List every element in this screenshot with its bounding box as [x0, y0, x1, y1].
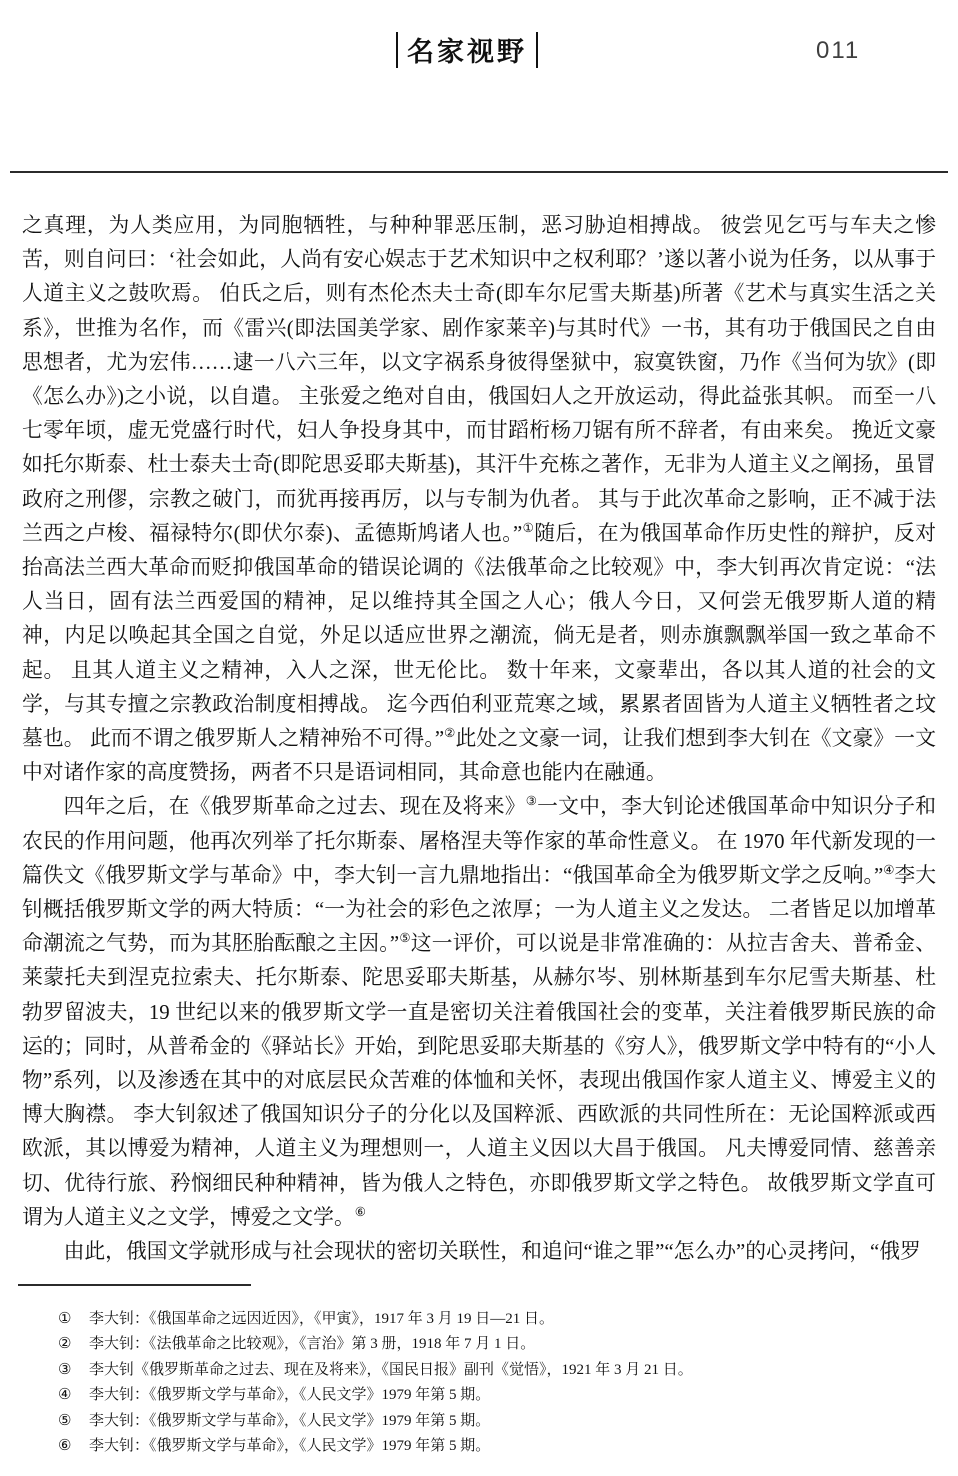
footnote-marker: ③	[58, 1361, 72, 1378]
footnote-marker: ②	[58, 1336, 72, 1353]
footnote-text: 李大钊：《俄罗斯文学与革命》，《人民文学》1979 年第 5 期。	[89, 1412, 491, 1429]
footnote-text: 李大钊：《俄罗斯文学与革命》，《人民文学》1979 年第 5 期。	[89, 1387, 491, 1404]
paragraph: 由此，俄国文学就形成与社会现状的密切关联性，和追问“谁之罪”“怎么办”的心灵拷问，“俄罗	[63, 1240, 921, 1264]
footnote-ref: ④	[883, 862, 895, 877]
footnote-text: 李大钊：《俄国革命之远因近因》，《甲寅》，1917 年 3 月 19 日—21 日。	[89, 1311, 555, 1327]
footnote-ref: ①	[522, 520, 535, 535]
header-rule	[10, 171, 948, 173]
footnote-ref: ⑥	[354, 1204, 366, 1219]
footnote-marker: ⑥	[58, 1438, 72, 1455]
footnotes	[58, 1307, 928, 1459]
footnote-item	[58, 1307, 928, 1332]
footnote-ref: ②	[444, 726, 456, 741]
footnote-text: 李大钊：《俄罗斯文学与革命》，《人民文学》1979 年第 5 期。	[89, 1438, 491, 1455]
footnote-marker: ①	[58, 1311, 72, 1327]
footnote-marker: ④	[58, 1387, 72, 1404]
footnote-separator	[18, 1284, 251, 1286]
masthead-right-bar	[536, 32, 538, 68]
page-number: 011	[816, 37, 861, 64]
paragraph: 四年之后，在《俄罗斯革命之过去、现在及将来》③一文中，李大钊论述俄国革命中知识分子和农民的作用问题，他再次列举了托尔斯泰、屠格涅夫等作家的革命性意义。 在 1970 年代新发现的一篇佚文《俄罗斯文学与革命》中，李大钊一言九鼎地指出：“俄国革命全为俄罗斯文学之反响。”④李大钊概括俄罗斯文学的两大特质：“一为社会的彩色之浓厚；一为人道主义之发达。 二者皆足以加增革命潮流之气势，而为其胚胎酝酿之主因。”⑤这一评价，可以说是非常准确的：从拉吉舍夫、普希金、莱蒙托夫到涅克拉索夫、托尔斯泰、陀思妥耶夫斯基，从赫尔岑、别林斯基到车尔尼雪夫斯基、杜勃罗留波夫，19 世纪以来的俄罗斯文学一直是密切关注着俄国社会的变革，关注着俄罗斯民族的命运的；同时，从普希金的《驿站长》开始，到陀思妥耶夫斯基的《穷人》，俄罗斯文学中特有的“小人物”系列，以及渗透在其中的对底层民众苦难的体恤和关怀，表现出俄国作家人道主义、博爱主义的博大胸襟。 李大钊叙述了俄国知识分子的分化以及国粹派、西欧派的共同性所在：无论国粹派或西欧派，其以博爱为精神，人道主义为理想则一，人道主义因以大昌于俄国。 凡夫博爱同情、慈善亲切、优待行旅、矜悯细民种种精神，皆为俄人之特色，亦即俄罗斯文学之特色。 故俄罗斯文学直可谓为人道主义之文学，博爱之文学。⑥	[22, 794, 937, 1229]
footnote-ref: ③	[525, 794, 538, 809]
masthead-left-bar	[396, 32, 398, 68]
footnote-item	[58, 1409, 928, 1434]
footnote-ref: ⑤	[399, 931, 411, 946]
footnote-marker: ⑤	[58, 1412, 72, 1429]
footnote-text: 李大钊：《法俄革命之比较观》，《言治》第 3 册，1918 年 7 月 1 日。	[89, 1336, 536, 1353]
footnote-item	[58, 1332, 928, 1357]
footnote-text: 李大钊《俄罗斯革命之过去、现在及将来》，《国民日报》副刊《觉悟》，1921 年 3 月 21 日。	[89, 1361, 693, 1378]
footnote-item	[58, 1434, 928, 1459]
section-title: 名家视野	[407, 37, 527, 67]
section-masthead	[396, 30, 538, 69]
paragraph: 之真理，为人类应用，为同胞牺牲，与种种罪恶压制，恶习胁迫相搏战。 彼尝见乞丐与车夫之惨苦，则自问曰：‘社会如此，人尚有安心娱志于艺术知识中之权利耶？’遂以著小说为任务，以从事于人道主义之鼓吹焉。 伯氏之后，则有杰伦杰夫士奇(即车尔尼雪夫斯基)所著《艺术与真实生活之关系》，世推为名作，而《雷兴(即法国美学家、剧作家莱辛)与其时代》一书，其有功于俄国民之自由思想者，尤为宏伟……逮一八六三年，以文字祸系身彼得堡狱中，寂寞铁窗，乃作《当何为欤》(即《怎么办》)之小说，以自遣。 主张爱之绝对自由，俄国妇人之开放运动，得此益张其帜。 而至一八七零年顷，虚无党盛行时代，妇人争投身其中，而甘蹈桁杨刀锯有所不辞者，有由来矣。 挽近文豪如托尔斯泰、杜士泰夫士奇(即陀思妥耶夫斯基)，其汗牛充栋之著作，无非为人道主义之阐扬，虽冒政府之刑僇，宗教之破门，而犹再接再厉，以与专制为仇者。 其与于此次革命之影响，正不减于法兰西之卢梭、福禄特尔(即伏尔泰)、孟德斯鸠诸人也。”①随后，在为俄国革命作历史性的辩护，反对抬高法兰西大革命而贬抑俄国革命的错误论调的《法俄革命之比较观》中，李大钊再次肯定说：“法人当日，固有法兰西爱国的精神，足以维持其全国之人心；俄人今日，又何尝无俄罗斯人道的精神，内足以唤起其全国之自觉，外足以适应世界之潮流，倘无是者，则赤旗飘飘举国一致之革命不起。 且其人道主义之精神，入人之深，世无伦比。 数十年来，文豪辈出，各以其人道的社会的文学，与其专擅之宗教政治制度相搏战。 迄今西伯利亚荒寒之域，累累者固皆为人道主义牺牲者之坟墓也。 此而不谓之俄罗斯人之精神殆不可得。”②此处之文豪一词，让我们想到李大钊在《文豪》一文中对诸作家的高度赞扬，两者不只是语词相同，其命意也能内在融通。	[22, 214, 937, 785]
article-body	[22, 209, 936, 1269]
footnote-item	[58, 1358, 928, 1383]
footnote-item	[58, 1383, 928, 1408]
